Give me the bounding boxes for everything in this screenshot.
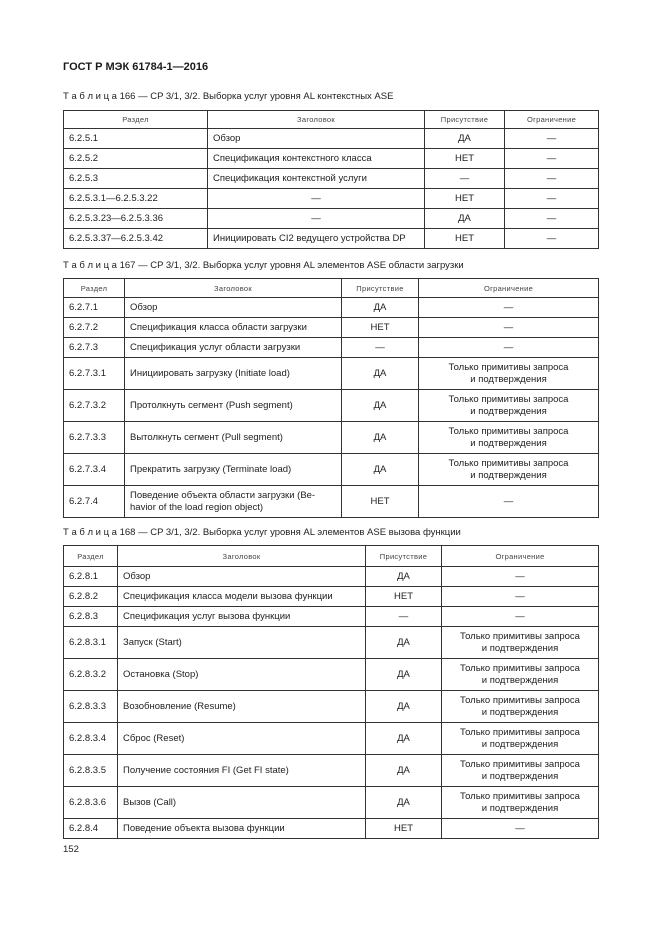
column-header: Присутствие bbox=[425, 111, 505, 129]
table-167 bbox=[63, 278, 599, 518]
table-row bbox=[64, 229, 599, 249]
cell-presence: ДА bbox=[366, 787, 442, 819]
column-header: Заголовок bbox=[118, 546, 366, 567]
table-header-row bbox=[64, 111, 599, 129]
cell-restriction: — bbox=[419, 486, 599, 518]
cell-title: Поведение объекта вызова функции bbox=[118, 819, 366, 839]
cell-section: 6.2.7.3.4 bbox=[64, 454, 125, 486]
table-row bbox=[64, 189, 599, 209]
cell-presence: ДА bbox=[342, 298, 419, 318]
cell-presence: ДА bbox=[366, 627, 442, 659]
cell-presence: — bbox=[425, 169, 505, 189]
cell-title: Обзор bbox=[125, 298, 342, 318]
cell-section: 6.2.8.2 bbox=[64, 587, 118, 607]
cell-restriction: — bbox=[505, 149, 599, 169]
cell-title: Прекратить загрузку (Terminate load) bbox=[125, 454, 342, 486]
cell-section: 6.2.7.3 bbox=[64, 338, 125, 358]
table-row bbox=[64, 209, 599, 229]
cell-section: 6.2.7.1 bbox=[64, 298, 125, 318]
cell-restriction: Только примитивы запроса и подтверждения bbox=[419, 390, 599, 422]
cell-title: Сброс (Reset) bbox=[118, 723, 366, 755]
cell-presence: ДА bbox=[366, 659, 442, 691]
table-caption-167: Т а б л и ц а 167 — CP 3/1, 3/2. Выборка услуг уровня AL элементов ASE области загрузки bbox=[63, 260, 464, 271]
table-row bbox=[64, 607, 599, 627]
cell-presence: НЕТ bbox=[425, 189, 505, 209]
cell-presence: — bbox=[342, 338, 419, 358]
table-row bbox=[64, 819, 599, 839]
table-row bbox=[64, 298, 599, 318]
table-166 bbox=[63, 110, 599, 249]
cell-section: 6.2.7.3.1 bbox=[64, 358, 125, 390]
cell-presence: НЕТ bbox=[366, 819, 442, 839]
column-header: Ограничение bbox=[442, 546, 599, 567]
cell-section: 6.2.7.4 bbox=[64, 486, 125, 518]
cell-presence: ДА bbox=[366, 691, 442, 723]
cell-title: Возобновление (Resume) bbox=[118, 691, 366, 723]
table-header-row bbox=[64, 546, 599, 567]
table-row bbox=[64, 567, 599, 587]
table-caption-166: Т а б л и ц а 166 — CP 3/1, 3/2. Выборка услуг уровня AL контекстных ASE bbox=[63, 91, 394, 102]
cell-title: Спецификация класса модели вызова функции bbox=[118, 587, 366, 607]
cell-title: Обзор bbox=[208, 129, 425, 149]
cell-title: — bbox=[208, 209, 425, 229]
cell-restriction: Только примитивы запроса и подтверждения bbox=[442, 659, 599, 691]
table-row bbox=[64, 723, 599, 755]
table-row bbox=[64, 486, 599, 518]
cell-section: 6.2.5.3.1—6.2.5.3.22 bbox=[64, 189, 208, 209]
cell-title: Инициировать CI2 ведущего устройства DP bbox=[208, 229, 425, 249]
table-row bbox=[64, 454, 599, 486]
cell-title: Получение состояния FI (Get FI state) bbox=[118, 755, 366, 787]
cell-section: 6.2.8.3.6 bbox=[64, 787, 118, 819]
cell-title: Обзор bbox=[118, 567, 366, 587]
table-header-row bbox=[64, 279, 599, 298]
cell-title: Вытолкнуть сегмент (Pull segment) bbox=[125, 422, 342, 454]
cell-presence: ДА bbox=[425, 129, 505, 149]
cell-section: 6.2.5.3 bbox=[64, 169, 208, 189]
cell-restriction: Только примитивы запроса и подтверждения bbox=[419, 358, 599, 390]
cell-restriction: — bbox=[505, 209, 599, 229]
table-row bbox=[64, 390, 599, 422]
cell-restriction: Только примитивы запроса и подтверждения bbox=[442, 755, 599, 787]
cell-section: 6.2.8.3.3 bbox=[64, 691, 118, 723]
cell-section: 6.2.5.1 bbox=[64, 129, 208, 149]
cell-title: — bbox=[208, 189, 425, 209]
cell-presence: ДА bbox=[366, 755, 442, 787]
cell-presence: НЕТ bbox=[366, 587, 442, 607]
table-168 bbox=[63, 545, 599, 839]
cell-restriction: — bbox=[505, 129, 599, 149]
table-row bbox=[64, 149, 599, 169]
cell-restriction: — bbox=[442, 567, 599, 587]
cell-restriction: Только примитивы запроса и подтверждения bbox=[442, 627, 599, 659]
table-row bbox=[64, 787, 599, 819]
column-header: Раздел bbox=[64, 279, 125, 298]
cell-presence: НЕТ bbox=[425, 149, 505, 169]
cell-section: 6.2.7.2 bbox=[64, 318, 125, 338]
document-title: ГОСТ Р МЭК 61784-1—2016 bbox=[63, 61, 209, 73]
cell-presence: ДА bbox=[342, 454, 419, 486]
cell-presence: ДА bbox=[366, 723, 442, 755]
column-header: Ограничение bbox=[505, 111, 599, 129]
cell-presence: НЕТ bbox=[342, 318, 419, 338]
cell-restriction: — bbox=[505, 229, 599, 249]
cell-title: Запуск (Start) bbox=[118, 627, 366, 659]
cell-restriction: — bbox=[419, 298, 599, 318]
cell-presence: ДА bbox=[342, 358, 419, 390]
table-row bbox=[64, 755, 599, 787]
cell-section: 6.2.8.1 bbox=[64, 567, 118, 587]
cell-title: Протолкнуть сегмент (Push segment) bbox=[125, 390, 342, 422]
table-row bbox=[64, 129, 599, 149]
cell-title: Спецификация контекстной услуги bbox=[208, 169, 425, 189]
cell-title: Остановка (Stop) bbox=[118, 659, 366, 691]
cell-title: Поведение объекта области загрузки (Be- havior of the load region object) bbox=[125, 486, 342, 518]
cell-title: Вызов (Call) bbox=[118, 787, 366, 819]
cell-restriction: Только примитивы запроса и подтверждения bbox=[419, 422, 599, 454]
cell-section: 6.2.5.3.37—6.2.5.3.42 bbox=[64, 229, 208, 249]
table-row bbox=[64, 318, 599, 338]
cell-title: Спецификация услуг области загрузки bbox=[125, 338, 342, 358]
page-number: 152 bbox=[63, 844, 79, 855]
cell-restriction: Только примитивы запроса и подтверждения bbox=[442, 723, 599, 755]
table-row bbox=[64, 627, 599, 659]
cell-title: Спецификация класса области загрузки bbox=[125, 318, 342, 338]
table-row bbox=[64, 659, 599, 691]
cell-presence: НЕТ bbox=[342, 486, 419, 518]
table-caption-168: Т а б л и ц а 168 — CP 3/1, 3/2. Выборка услуг уровня AL элементов ASE вызова функции bbox=[63, 527, 461, 538]
table-row bbox=[64, 169, 599, 189]
cell-title: Инициировать загрузку (Initiate load) bbox=[125, 358, 342, 390]
cell-presence: ДА bbox=[342, 422, 419, 454]
column-header: Ограничение bbox=[419, 279, 599, 298]
cell-presence: ДА bbox=[425, 209, 505, 229]
cell-section: 6.2.7.3.3 bbox=[64, 422, 125, 454]
cell-restriction: — bbox=[442, 819, 599, 839]
cell-presence: — bbox=[366, 607, 442, 627]
cell-restriction: — bbox=[419, 338, 599, 358]
table-row bbox=[64, 358, 599, 390]
column-header: Раздел bbox=[64, 546, 118, 567]
cell-restriction: — bbox=[419, 318, 599, 338]
table-row bbox=[64, 422, 599, 454]
cell-section: 6.2.5.2 bbox=[64, 149, 208, 169]
cell-section: 6.2.8.3.4 bbox=[64, 723, 118, 755]
cell-restriction: — bbox=[505, 169, 599, 189]
cell-restriction: — bbox=[442, 607, 599, 627]
cell-restriction: Только примитивы запроса и подтверждения bbox=[419, 454, 599, 486]
cell-presence: НЕТ bbox=[425, 229, 505, 249]
cell-presence: ДА bbox=[342, 390, 419, 422]
cell-section: 6.2.8.3.2 bbox=[64, 659, 118, 691]
cell-restriction: Только примитивы запроса и подтверждения bbox=[442, 787, 599, 819]
column-header: Заголовок bbox=[208, 111, 425, 129]
column-header: Заголовок bbox=[125, 279, 342, 298]
cell-restriction: — bbox=[442, 587, 599, 607]
table-row bbox=[64, 691, 599, 723]
cell-section: 6.2.8.3 bbox=[64, 607, 118, 627]
cell-section: 6.2.8.3.5 bbox=[64, 755, 118, 787]
cell-section: 6.2.7.3.2 bbox=[64, 390, 125, 422]
column-header: Раздел bbox=[64, 111, 208, 129]
cell-title: Спецификация контекстного класса bbox=[208, 149, 425, 169]
cell-restriction: Только примитивы запроса и подтверждения bbox=[442, 691, 599, 723]
table-row bbox=[64, 587, 599, 607]
cell-section: 6.2.8.3.1 bbox=[64, 627, 118, 659]
cell-section: 6.2.5.3.23—6.2.5.3.36 bbox=[64, 209, 208, 229]
cell-section: 6.2.8.4 bbox=[64, 819, 118, 839]
cell-title: Спецификация услуг вызова функции bbox=[118, 607, 366, 627]
table-row bbox=[64, 338, 599, 358]
cell-presence: ДА bbox=[366, 567, 442, 587]
column-header: Присутствие bbox=[366, 546, 442, 567]
column-header: Присутствие bbox=[342, 279, 419, 298]
cell-restriction: — bbox=[505, 189, 599, 209]
